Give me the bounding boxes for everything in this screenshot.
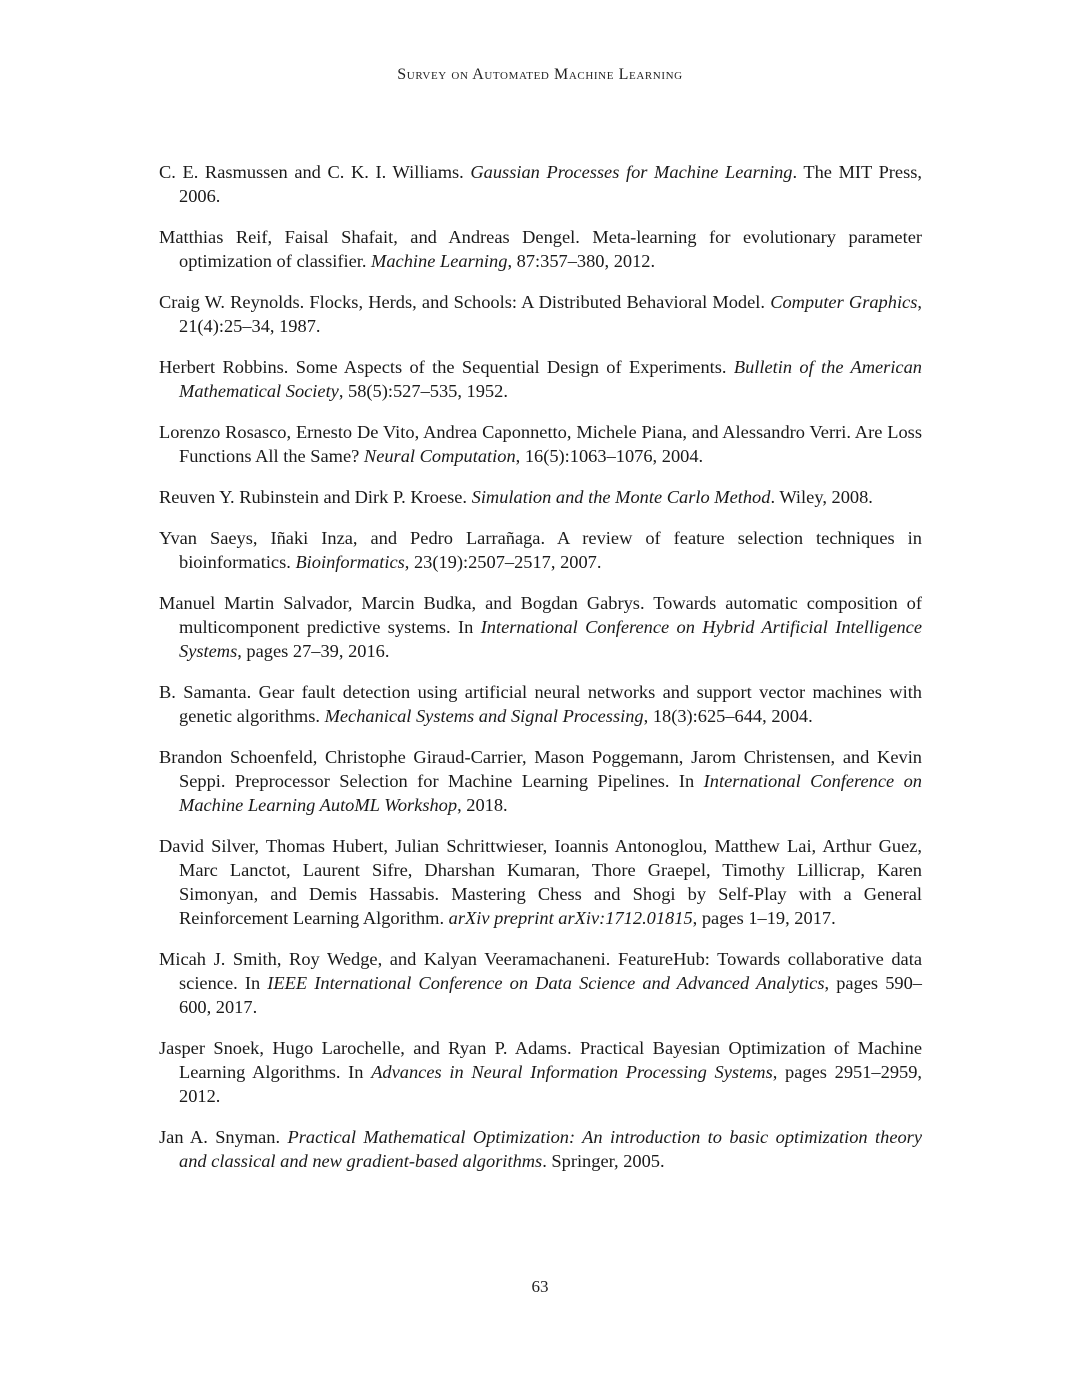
reference-venue: Mechanical Systems and Signal Processing [324, 706, 644, 726]
reference-entry [159, 485, 922, 509]
reference-venue: Machine Learning [371, 251, 508, 271]
running-head: Survey on Automated Machine Learning [397, 66, 683, 83]
reference-list [159, 160, 922, 1190]
reference-details: , pages 1–19, 2017. [692, 908, 836, 928]
reference-venue: arXiv preprint arXiv:1712.01815 [448, 908, 693, 928]
reference-venue: International Conference on Machine Learning AutoML Workshop [179, 771, 922, 815]
reference-entry [159, 420, 922, 468]
reference-entry [159, 225, 922, 273]
reference-entry [159, 947, 922, 1019]
reference-venue: Advances in Neural Information Processing Systems [371, 1062, 773, 1082]
reference-details: , 21(4):25–34, 1987. [179, 292, 922, 336]
reference-details: , 2018. [457, 795, 508, 815]
reference-entry [159, 1125, 922, 1173]
reference-details: , pages 27–39, 2016. [237, 641, 390, 661]
reference-entry [159, 160, 922, 208]
reference-text: Reuven Y. Rubinstein and Dirk P. Kroese. [159, 487, 472, 507]
reference-text: Manuel Martin Salvador, Marcin Budka, and Bogdan Gabrys. Towards automatic composition of multicomponent predictive systems. In [159, 593, 922, 637]
reference-details: , 16(5):1063–1076, 2004. [515, 446, 704, 466]
reference-details: , pages 2951–2959, 2012. [179, 1062, 922, 1106]
page-number: 63 [531, 1277, 549, 1296]
reference-text: Jasper Snoek, Hugo Larochelle, and Ryan P. Adams. Practical Bayesian Optimization of Machine Learning Algorithms. In [159, 1038, 922, 1082]
reference-text: Lorenzo Rosasco, Ernesto De Vito, Andrea Caponnetto, Michele Piana, and Alessandro Verri. Are Loss Functions All the Same? [159, 422, 922, 466]
reference-details: , 58(5):527–535, 1952. [338, 381, 508, 401]
reference-venue: Practical Mathematical Optimization: An introduction to basic optimization theory and classical and new gradient-based algorithms [179, 1127, 922, 1171]
reference-venue: Neural Computation [363, 446, 516, 466]
reference-entry [159, 834, 922, 930]
reference-details: . The MIT Press, 2006. [179, 162, 922, 206]
reference-venue: International Conference on Hybrid Artificial Intelligence Systems [179, 617, 922, 661]
reference-details: , pages 590–600, 2017. [179, 973, 922, 1017]
reference-text: Micah J. Smith, Roy Wedge, and Kalyan Veeramachaneni. FeatureHub: Towards collaborative data science. In [159, 949, 922, 993]
reference-entry [159, 1036, 922, 1108]
reference-details: , 18(3):625–644, 2004. [643, 706, 813, 726]
reference-entry [159, 680, 922, 728]
reference-details: . Wiley, 2008. [770, 487, 873, 507]
reference-text: C. E. Rasmussen and C. K. I. Williams. [159, 162, 471, 182]
reference-venue: Simulation and the Monte Carlo Method [471, 487, 771, 507]
reference-venue: Gaussian Processes for Machine Learning [470, 162, 793, 182]
reference-text: Brandon Schoenfeld, Christophe Giraud-Carrier, Mason Poggemann, Jarom Christensen, and Kevin Seppi. Preprocessor Selection for Machine Learning Pipelines. In [159, 747, 922, 791]
reference-entry [159, 591, 922, 663]
reference-text: Matthias Reif, Faisal Shafait, and Andreas Dengel. Meta-learning for evolutionary parameter optimization of classifier. [159, 227, 922, 271]
reference-entry [159, 290, 922, 338]
reference-venue: IEEE International Conference on Data Science and Advanced Analytics [267, 973, 825, 993]
reference-text: B. Samanta. Gear fault detection using artificial neural networks and support vector machines with genetic algorithms. [159, 682, 922, 726]
reference-venue: Bulletin of the American Mathematical Society [179, 357, 922, 401]
reference-entry [159, 526, 922, 574]
reference-text: Herbert Robbins. Some Aspects of the Sequential Design of Experiments. [159, 357, 734, 377]
reference-entry [159, 745, 922, 817]
reference-venue: Bioinformatics [295, 552, 405, 572]
reference-venue: Computer Graphics [770, 292, 918, 312]
reference-details: , 23(19):2507–2517, 2007. [404, 552, 602, 572]
reference-entry [159, 355, 922, 403]
reference-details: . Springer, 2005. [542, 1151, 665, 1171]
reference-details: , 87:357–380, 2012. [507, 251, 656, 271]
reference-text: David Silver, Thomas Hubert, Julian Schrittwieser, Ioannis Antonoglou, Matthew Lai, Arthur Guez, Marc Lanctot, Laurent Sifre, Dharshan Kumaran, Thore Graepel, Timothy Lillicrap, Karen Simonyan, and Demis Hassabis. Mastering Chess and Shogi by Self-Play with a General Reinforcement Learning Algorithm. [159, 836, 922, 928]
reference-text: Jan A. Snyman. [159, 1127, 288, 1147]
reference-text: Yvan Saeys, Iñaki Inza, and Pedro Larrañaga. A review of feature selection techniques in bioinformatics. [159, 528, 922, 572]
reference-text: Craig W. Reynolds. Flocks, Herds, and Schools: A Distributed Behavioral Model. [159, 292, 771, 312]
